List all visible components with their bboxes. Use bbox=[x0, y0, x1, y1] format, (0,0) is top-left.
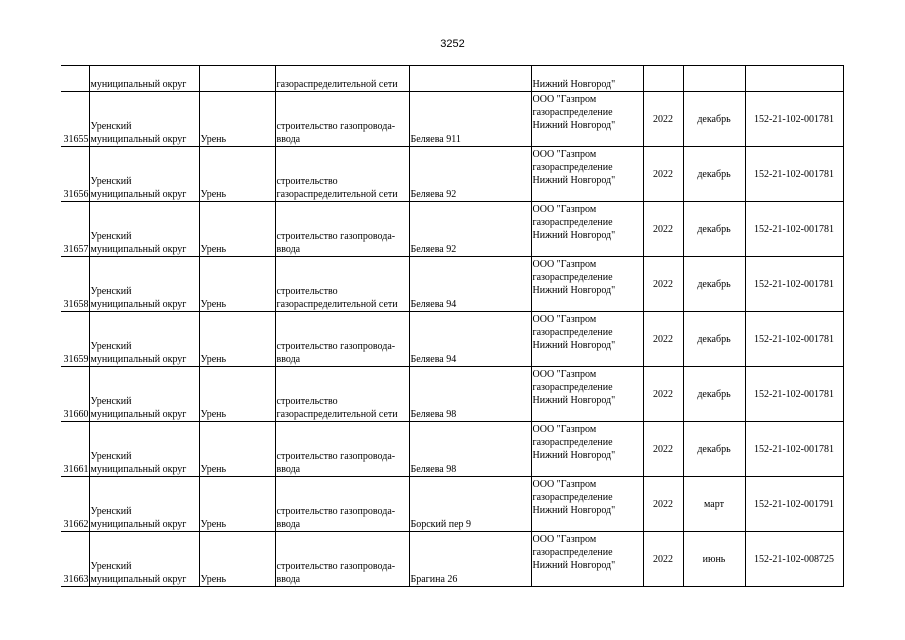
cell-street: Беляева 98 bbox=[409, 367, 531, 422]
cell-district: Уренский муниципальный округ bbox=[89, 202, 199, 257]
cell-month: декабрь bbox=[683, 257, 745, 312]
table-row bbox=[61, 312, 843, 367]
cell-org: ООО "Газпром газораспределение Нижний Новгород" bbox=[531, 312, 643, 367]
cell-district: Уренский муниципальный округ bbox=[89, 477, 199, 532]
cell-org: ООО "Газпром газораспределение Нижний Новгород" bbox=[531, 367, 643, 422]
cell-street bbox=[409, 66, 531, 92]
cell-month: декабрь bbox=[683, 312, 745, 367]
table-row bbox=[61, 147, 843, 202]
cell-work: строительство газопровода- ввода bbox=[275, 422, 409, 477]
cell-year bbox=[643, 66, 683, 92]
cell-city: Урень bbox=[199, 312, 275, 367]
cell-org: ООО "Газпром газораспределение Нижний Новгород" bbox=[531, 532, 643, 587]
table-row bbox=[61, 367, 843, 422]
cell-street: Беляева 92 bbox=[409, 147, 531, 202]
cell-month: декабрь bbox=[683, 92, 745, 147]
cell-year: 2022 bbox=[643, 92, 683, 147]
cell-code: 152-21-102-001781 bbox=[745, 422, 843, 477]
cell-num: 31663 bbox=[61, 532, 89, 587]
cell-year: 2022 bbox=[643, 422, 683, 477]
cell-work: строительство газопровода- ввода bbox=[275, 202, 409, 257]
cell-work: строительство газопровода- ввода bbox=[275, 312, 409, 367]
cell-month: июнь bbox=[683, 532, 745, 587]
cell-work: газораспределительной сети bbox=[275, 66, 409, 92]
table-row bbox=[61, 532, 843, 587]
cell-code bbox=[745, 66, 843, 92]
registry-table bbox=[61, 65, 844, 587]
cell-org: ООО "Газпром газораспределение Нижний Новгород" bbox=[531, 422, 643, 477]
cell-year: 2022 bbox=[643, 147, 683, 202]
cell-num bbox=[61, 66, 89, 92]
cell-work: строительство газораспределительной сети bbox=[275, 257, 409, 312]
cell-work: строительство газопровода- ввода bbox=[275, 92, 409, 147]
cell-district: муниципальный округ bbox=[89, 66, 199, 92]
cell-num: 31662 bbox=[61, 477, 89, 532]
cell-year: 2022 bbox=[643, 202, 683, 257]
cell-district: Уренский муниципальный округ bbox=[89, 257, 199, 312]
page-number: 3252 bbox=[440, 38, 465, 50]
cell-district: Уренский муниципальный округ bbox=[89, 312, 199, 367]
cell-city: Урень bbox=[199, 257, 275, 312]
cell-work: строительство газораспределительной сети bbox=[275, 147, 409, 202]
cell-num: 31655 bbox=[61, 92, 89, 147]
table-row bbox=[61, 477, 843, 532]
cell-code: 152-21-102-008725 bbox=[745, 532, 843, 587]
cell-year: 2022 bbox=[643, 312, 683, 367]
cell-code: 152-21-102-001781 bbox=[745, 92, 843, 147]
cell-city: Урень bbox=[199, 422, 275, 477]
cell-work: строительство газопровода- ввода bbox=[275, 477, 409, 532]
cell-district: Уренский муниципальный округ bbox=[89, 422, 199, 477]
cell-org: ООО "Газпром газораспределение Нижний Новгород" bbox=[531, 257, 643, 312]
cell-code: 152-21-102-001791 bbox=[745, 477, 843, 532]
cell-num: 31658 bbox=[61, 257, 89, 312]
table-body bbox=[61, 66, 843, 587]
cell-year: 2022 bbox=[643, 257, 683, 312]
cell-month bbox=[683, 66, 745, 92]
cell-work: строительство газопровода- ввода bbox=[275, 532, 409, 587]
cell-city: Урень bbox=[199, 367, 275, 422]
cell-street: Брагина 26 bbox=[409, 532, 531, 587]
cell-district: Уренский муниципальный округ bbox=[89, 532, 199, 587]
cell-org: Нижний Новгород" bbox=[531, 66, 643, 92]
cell-city bbox=[199, 66, 275, 92]
cell-code: 152-21-102-001781 bbox=[745, 257, 843, 312]
cell-city: Урень bbox=[199, 202, 275, 257]
cell-work: строительство газораспределительной сети bbox=[275, 367, 409, 422]
cell-num: 31656 bbox=[61, 147, 89, 202]
cell-street: Беляева 911 bbox=[409, 92, 531, 147]
table-row bbox=[61, 92, 843, 147]
table-row bbox=[61, 257, 843, 312]
cell-street: Беляева 98 bbox=[409, 422, 531, 477]
table-row bbox=[61, 422, 843, 477]
cell-year: 2022 bbox=[643, 477, 683, 532]
cell-month: декабрь bbox=[683, 422, 745, 477]
cell-district: Уренский муниципальный округ bbox=[89, 92, 199, 147]
cell-org: ООО "Газпром газораспределение Нижний Новгород" bbox=[531, 202, 643, 257]
cell-city: Урень bbox=[199, 147, 275, 202]
cell-district: Уренский муниципальный округ bbox=[89, 367, 199, 422]
cell-city: Урень bbox=[199, 532, 275, 587]
cell-num: 31659 bbox=[61, 312, 89, 367]
cell-org: ООО "Газпром газораспределение Нижний Новгород" bbox=[531, 147, 643, 202]
cell-code: 152-21-102-001781 bbox=[745, 147, 843, 202]
cell-street: Беляева 94 bbox=[409, 312, 531, 367]
cell-num: 31657 bbox=[61, 202, 89, 257]
cell-num: 31660 bbox=[61, 367, 89, 422]
cell-num: 31661 bbox=[61, 422, 89, 477]
table-row bbox=[61, 202, 843, 257]
cell-month: декабрь bbox=[683, 202, 745, 257]
cell-district: Уренский муниципальный округ bbox=[89, 147, 199, 202]
cell-month: декабрь bbox=[683, 147, 745, 202]
cell-city: Урень bbox=[199, 477, 275, 532]
cell-street: Борский пер 9 bbox=[409, 477, 531, 532]
cell-code: 152-21-102-001781 bbox=[745, 312, 843, 367]
cell-city: Урень bbox=[199, 92, 275, 147]
cell-street: Беляева 92 bbox=[409, 202, 531, 257]
cell-month: март bbox=[683, 477, 745, 532]
cell-street: Беляева 94 bbox=[409, 257, 531, 312]
cell-year: 2022 bbox=[643, 532, 683, 587]
cell-code: 152-21-102-001781 bbox=[745, 367, 843, 422]
cell-org: ООО "Газпром газораспределение Нижний Новгород" bbox=[531, 92, 643, 147]
cell-month: декабрь bbox=[683, 367, 745, 422]
cell-org: ООО "Газпром газораспределение Нижний Новгород" bbox=[531, 477, 643, 532]
cell-year: 2022 bbox=[643, 367, 683, 422]
cell-code: 152-21-102-001781 bbox=[745, 202, 843, 257]
table-row-partial bbox=[61, 66, 843, 92]
